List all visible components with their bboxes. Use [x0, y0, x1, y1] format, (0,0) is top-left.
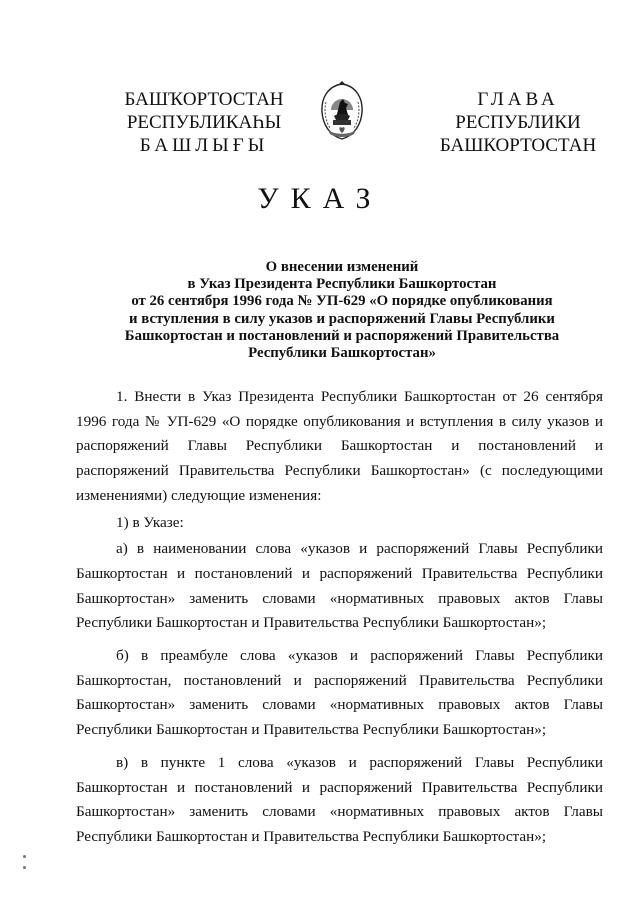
header-left-bashkir: [104, 88, 304, 157]
heading-line-5: Башкортостан и постановлений и распоряжений Правительства: [124, 327, 560, 344]
scan-speck: [23, 866, 26, 869]
heading-line-1: О внесении изменений: [265, 259, 419, 275]
document-heading: [80, 259, 604, 362]
paragraph-1: 1. Внести в Указ Президента Республики Башкортостан от 26 сентября 1996 года № УП-629 «О порядке опубликования и вступления в силу указов и распоряжений Главы Республики Башкортостан и постановлений и распоряжений Правительства Республики Башкортостан» (с последующими изменениями) следующие изменения:: [76, 388, 603, 504]
heading-line-4: и вступления в силу указов и распоряжений Главы Республики: [129, 310, 555, 327]
header-right-line-2: РЕСПУБЛИКИ: [455, 112, 581, 133]
coat-of-arms-icon: [318, 80, 366, 142]
heading-line-6: Республики Башкортостан»: [248, 345, 436, 362]
paragraph-subitem-1: 1) в Указе:: [116, 513, 184, 531]
document-body: [76, 385, 603, 850]
heading-line-2: в Указ Президента Республики Башкортостан: [187, 276, 497, 293]
paragraph-item-v: в) в пункте 1 слова «указов и распоряжений Главы Республики Башкортостан и постановлений и распоряжений Правительства Республики Башкортостан» заменить словами «нормативных правовых актов Главы Республики Башкортостан и Правительства Республики Башкортостан»;: [76, 753, 603, 845]
document-title: УКАЗ: [257, 182, 383, 215]
header-right-line-3: БАШКОРТОСТАН: [439, 135, 597, 156]
header-right-line-1: ГЛАВА: [477, 89, 559, 110]
header-left-line-2: РЕСПУБЛИКАҺЫ: [126, 112, 282, 133]
paragraph-item-a: а) в наименовании слова «указов и распоряжений Главы Республики Башкортостан и постановлений и распоряжений Правительства Республики Башкортостан» заменить словами «нормативных правовых актов Главы Республики Башкортостан и Правительства Республики Башкортостан»;: [76, 540, 603, 632]
header-left-line-1: БАШҠОРТОСТАН: [124, 89, 284, 110]
paragraph-item-b: б) в преамбуле слова «указов и распоряжений Главы Республики Башкортостан, постановлений и распоряжений Правительства Республики Башкортостан» заменить словами «нормативных правовых актов Главы Республики Башкортостан и Правительства Республики Башкортостан»;: [76, 647, 603, 739]
header-right-russian: [418, 88, 618, 157]
heading-line-3: от 26 сентября 1996 года № УП-629 «О порядке опубликования: [131, 293, 553, 310]
header-left-line-3: БАШЛЫҒЫ: [139, 135, 269, 156]
scan-speck: [23, 855, 26, 858]
